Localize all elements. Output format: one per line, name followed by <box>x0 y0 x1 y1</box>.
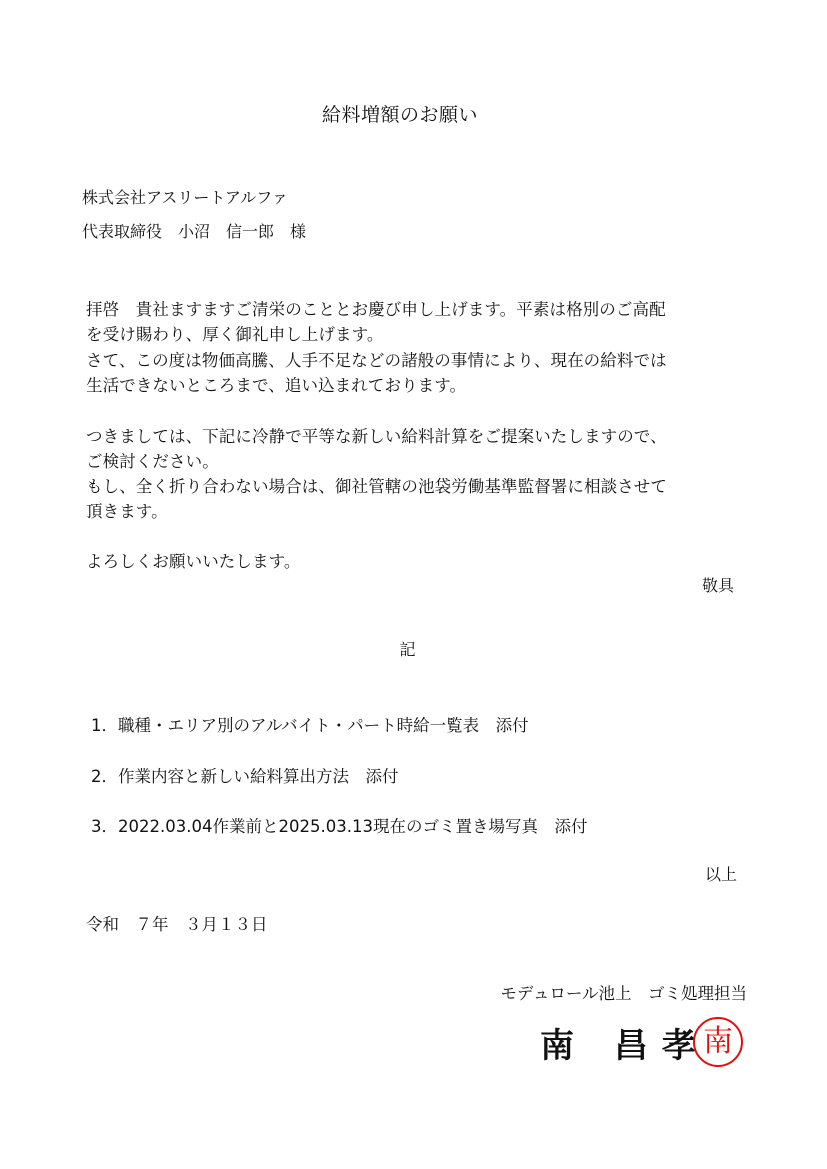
body-line: もし、全く折り合わない場合は、御社管轄の池袋労働基準監督署に相談させて <box>86 477 667 496</box>
ki-heading: 記 <box>399 640 416 659</box>
body-line: を受け賜わり、厚く御礼申し上げます。 <box>86 325 384 344</box>
body-line: 生活できないところまで、追い込まれております。 <box>86 376 467 395</box>
body-line: つきましては、下記に冷静で平等な新しい給料計算をご提案いたしますので、 <box>86 427 667 446</box>
document-title: 給料増額のお願い <box>321 104 478 126</box>
list-item: 3．2022.03.04作業前と2025.03.13現在のゴミ置き場写真 添付 <box>91 817 588 836</box>
sender: モデュロール池上 ゴミ処理担当 <box>500 984 747 1003</box>
document-date: 令和 ７年 ３月１３日 <box>86 915 268 934</box>
addressee-person: 代表取締役 小沼 信一郎 様 <box>82 222 307 241</box>
list-item: 1．職種・エリア別のアルバイト・パート時給一覧表 添付 <box>91 716 529 735</box>
body-line: ご検討ください。 <box>86 452 219 471</box>
keigu: 敬具 <box>701 576 734 595</box>
seal-character: 南 <box>703 1024 733 1059</box>
ijou: 以上 <box>704 865 737 884</box>
body-line: 拝啓 貴社ますますご清栄のこととお慶び申し上げます。平素は格別のご高配 <box>86 300 666 319</box>
body-line: 頂きます。 <box>86 502 168 521</box>
handwritten-signature: 南 昌孝 <box>540 1026 710 1066</box>
list-item: 2．作業内容と新しい給料算出方法 添付 <box>91 767 399 786</box>
red-seal-stamp <box>693 1017 743 1067</box>
closing-request: よろしくお願いいたします。 <box>86 552 301 571</box>
body-line: さて、この度は物価高騰、人手不足などの諸般の事情により、現在の給料では <box>86 351 667 370</box>
addressee-company: 株式会社アスリートアルファ <box>82 188 288 207</box>
